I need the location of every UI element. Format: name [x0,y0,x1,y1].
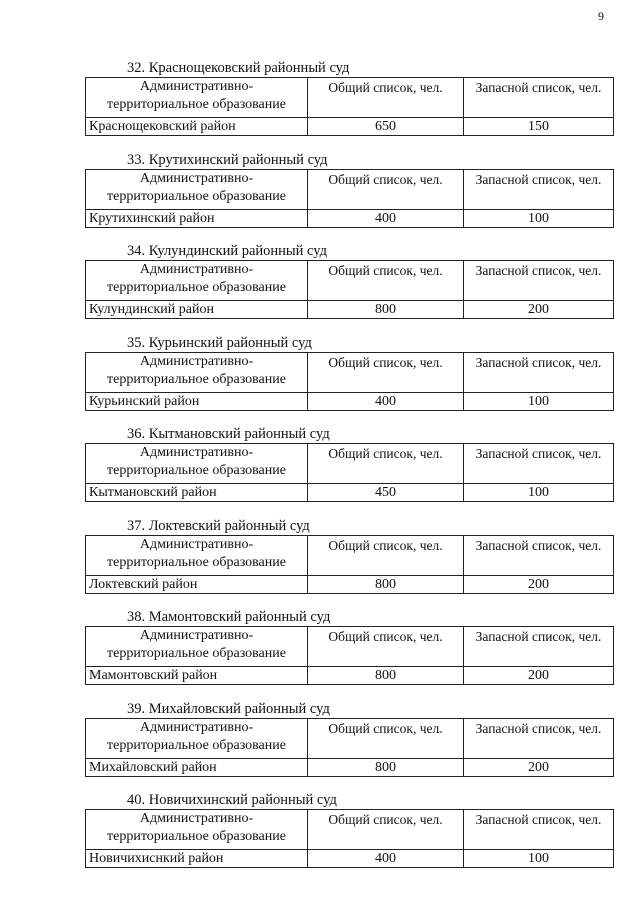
header-admin-unit [86,352,308,392]
table-row [86,758,614,776]
header-admin-line1: Административно- [139,719,254,735]
jury-list-table [85,77,614,136]
district-name: Крутихинский район [86,209,308,227]
reserve-count: 100 [464,392,614,410]
reserve-count: 200 [464,301,614,319]
jury-list-table [85,352,614,411]
court-title: 37. Локтевский районный суд [127,517,310,534]
header-total-list: Общий список, чел. [308,627,464,667]
court-section [85,243,614,335]
court-section [85,152,614,244]
jury-list-table [85,718,614,777]
district-name: Курьинский район [86,392,308,410]
court-title: 35. Курьинский районный суд [127,334,312,351]
header-reserve-list: Запасной список, чел. [464,627,614,667]
header-reserve-list: Запасной список, чел. [464,169,614,209]
jury-list-table [85,626,614,685]
header-admin-line2: территориальное образование [107,371,286,387]
header-total-list: Общий список, чел. [308,261,464,301]
court-title: 33. Крутихинский районный суд [127,151,328,168]
table-row [86,575,614,593]
court-title: 38. Мамонтовский районный суд [127,609,331,625]
total-count: 800 [308,575,464,593]
header-admin-line2: территориальное образование [107,463,286,478]
court-title: 40. Новичихинский районный суд [127,792,337,808]
table-row [86,392,614,410]
header-total-list: Общий список, чел. [308,169,464,209]
court-title: 34. Кулундинский районный суд [127,243,328,259]
reserve-count: 200 [464,758,614,776]
court-title: 36. Кытмановский районный суд [127,426,330,442]
district-name: Кулундинский район [86,301,308,319]
table-row [86,667,614,685]
total-count: 400 [308,392,464,410]
header-total-list: Общий список, чел. [308,352,464,392]
table-header-row [86,78,614,118]
table-row [86,209,614,227]
header-total-list: Общий список, чел. [308,78,464,118]
header-admin-line2: территориальное образование [107,188,286,204]
jury-list-table [85,260,614,319]
total-count: 650 [308,118,464,136]
total-count: 800 [308,758,464,776]
header-admin-line2: территориальное образование [107,280,286,295]
district-name: Мамонтовский район [86,667,308,685]
table-header-row [86,627,614,667]
header-admin-unit [86,169,308,209]
district-name: Локтевский район [86,575,308,593]
header-admin-unit [86,261,308,301]
total-count: 400 [308,209,464,227]
page-number: 9 [598,9,604,23]
jury-list-table [85,535,614,594]
header-admin-line1: Административно- [139,353,254,369]
header-reserve-list: Запасной список, чел. [464,535,614,575]
header-admin-line1: Административно- [139,170,254,186]
header-admin-line1: Административно- [139,536,254,552]
district-name: Новичихиснкий район [86,850,308,868]
total-count: 800 [308,301,464,319]
jury-list-table [85,809,614,868]
header-admin-line1: Административно- [139,811,254,826]
header-total-list: Общий список, чел. [308,444,464,484]
jury-list-table [85,169,614,228]
court-title: 32. Краснощековский районный суд [127,60,350,76]
table-header-row [86,535,614,575]
header-admin-unit [86,78,308,118]
header-admin-line2: территориальное образование [107,554,286,570]
table-header-row [86,718,614,758]
court-section [85,792,614,884]
table-row [86,118,614,136]
table-header-row [86,444,614,484]
header-admin-unit [86,627,308,667]
header-admin-unit [86,444,308,484]
header-admin-line1: Административно- [139,262,254,277]
header-admin-line1: Административно- [139,628,254,643]
court-section [85,335,614,427]
header-total-list: Общий список, чел. [308,810,464,850]
header-admin-unit [86,810,308,850]
reserve-count: 100 [464,850,614,868]
header-admin-line2: территориальное образование [107,737,286,753]
reserve-count: 150 [464,118,614,136]
header-admin-line2: территориальное образование [107,97,286,112]
court-section [85,701,614,793]
district-name: Кытмановский район [86,484,308,502]
header-admin-line2: территориальное образование [107,829,286,844]
table-row [86,850,614,868]
court-section [85,518,614,610]
total-count: 450 [308,484,464,502]
district-name: Краснощековский район [86,118,308,136]
table-row [86,484,614,502]
reserve-count: 200 [464,667,614,685]
court-section [85,426,614,518]
table-row [86,301,614,319]
header-admin-line1: Административно- [139,79,254,94]
header-total-list: Общий список, чел. [308,718,464,758]
court-sections [85,60,614,884]
reserve-count: 100 [464,209,614,227]
reserve-count: 200 [464,575,614,593]
district-name: Михайловский район [86,758,308,776]
table-header-row [86,352,614,392]
header-admin-line2: территориальное образование [107,646,286,661]
total-count: 400 [308,850,464,868]
header-reserve-list: Запасной список, чел. [464,352,614,392]
table-header-row [86,261,614,301]
header-total-list: Общий список, чел. [308,535,464,575]
court-section [85,609,614,701]
header-reserve-list: Запасной список, чел. [464,261,614,301]
table-header-row [86,810,614,850]
header-reserve-list: Запасной список, чел. [464,444,614,484]
court-section [85,60,614,152]
jury-list-table [85,443,614,502]
header-reserve-list: Запасной список, чел. [464,718,614,758]
header-admin-unit [86,535,308,575]
total-count: 800 [308,667,464,685]
table-header-row [86,169,614,209]
header-admin-line1: Административно- [139,445,254,460]
header-reserve-list: Запасной список, чел. [464,78,614,118]
court-title: 39. Михайловский районный суд [127,700,330,717]
reserve-count: 100 [464,484,614,502]
header-reserve-list: Запасной список, чел. [464,810,614,850]
header-admin-unit [86,718,308,758]
